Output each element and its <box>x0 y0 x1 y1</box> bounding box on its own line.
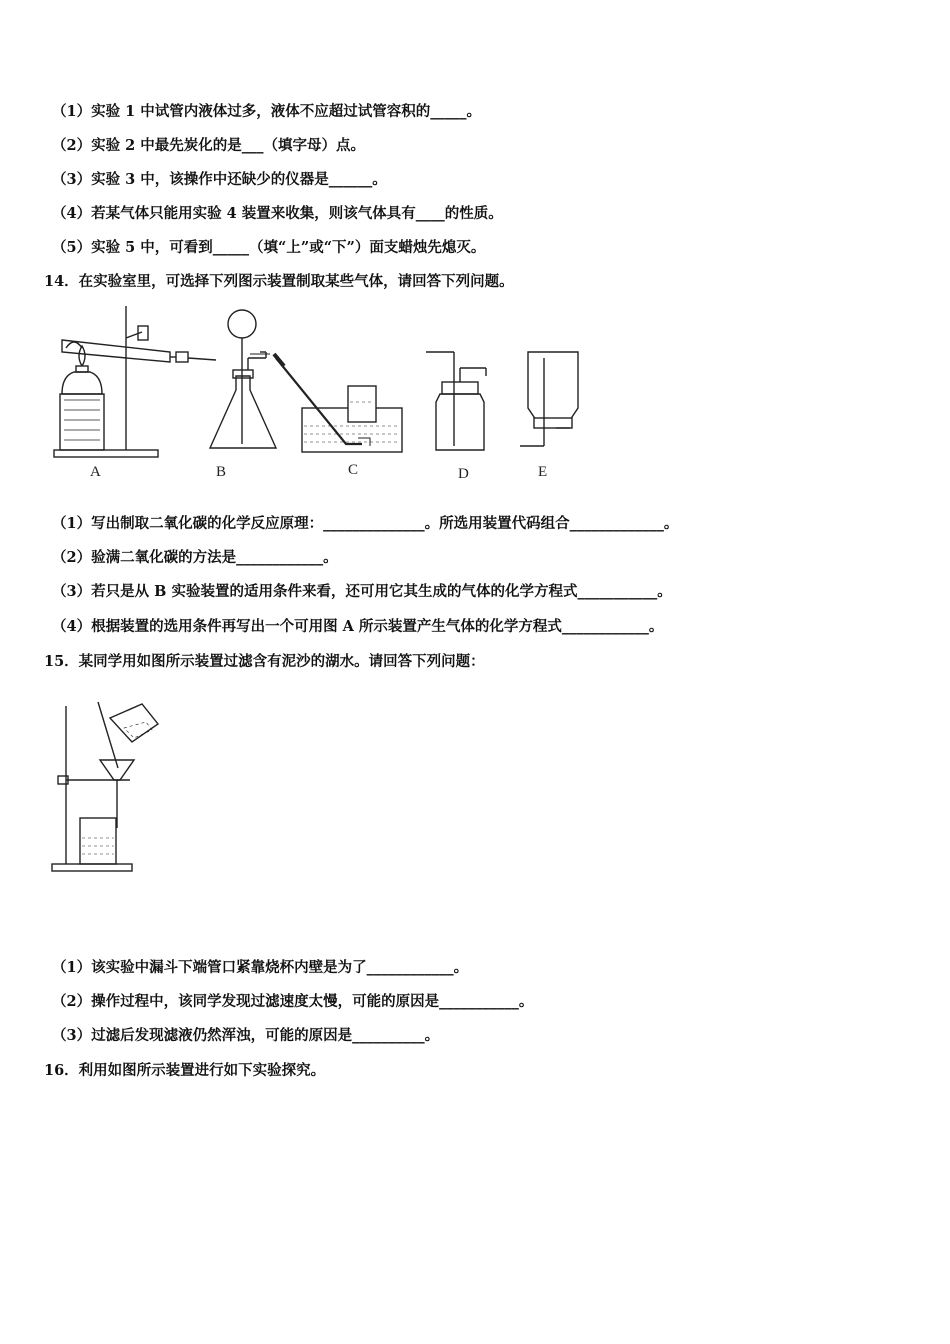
apparatus-b-drawing <box>210 310 276 448</box>
q13-item-5: （5）实验 5 中，可看到_____（填“上”或“下”）面支蜡烛先熄灭。 <box>52 239 486 256</box>
q14-item-2: （2）验满二氧化碳的方法是____________。 <box>52 549 338 566</box>
apparatus-d-label: D <box>458 466 469 482</box>
q14-stem: 14．在实验室里，可选择下列图示装置制取某些气体，请回答下列问题。 <box>44 273 514 290</box>
filtration-drawing <box>46 688 176 878</box>
apparatus-drawing <box>40 298 600 498</box>
q15-item-1: （1）该实验中漏斗下端管口紧靠烧杯内壁是为了____________。 <box>52 959 469 976</box>
q15-stem: 15．某同学用如图所示装置过滤含有泥沙的湖水。请回答下列问题： <box>44 653 485 670</box>
apparatus-a-drawing <box>54 306 216 457</box>
apparatus-c-label: C <box>348 462 359 478</box>
apparatus-a-label: A <box>90 464 101 480</box>
q16-stem: 16．利用如图所示装置进行如下实验探究。 <box>44 1062 326 1079</box>
q14-item-3: （3）若只是从 B 实验装置的适用条件来看，还可用它其生成的气体的化学方程式___________。 <box>52 583 672 600</box>
q13-item-3: （3）实验 3 中，该操作中还缺少的仪器是______。 <box>52 171 387 188</box>
q14-item-1: （1）写出制取二氧化碳的化学反应原理：______________。所选用装置代码组合_____________。 <box>52 515 679 532</box>
q13-item-1: （1）实验 1 中试管内液体过多，液体不应超过试管容积的_____。 <box>52 103 482 120</box>
apparatus-e-label: E <box>538 464 548 480</box>
apparatus-d-drawing <box>426 352 486 450</box>
q15-item-2: （2）操作过程中，该同学发现过滤速度太慢，可能的原因是___________。 <box>52 993 534 1010</box>
q15-filtration-figure <box>46 688 176 878</box>
apparatus-b-label: B <box>216 464 227 480</box>
q13-item-4: （4）若某气体只能用实验 4 装置来收集，则该气体具有____的性质。 <box>52 205 503 222</box>
q14-apparatus-figure <box>40 298 600 498</box>
q15-item-3: （3）过滤后发现滤液仍然浑浊，可能的原因是__________。 <box>52 1027 440 1044</box>
q13-item-2: （2）实验 2 中最先炭化的是___（填字母）点。 <box>52 137 366 154</box>
q14-item-4: （4）根据装置的选用条件再写出一个可用图 A 所示装置产生气体的化学方程式____________。 <box>52 618 664 635</box>
apparatus-e-drawing <box>520 352 578 446</box>
apparatus-c-drawing <box>274 354 402 452</box>
